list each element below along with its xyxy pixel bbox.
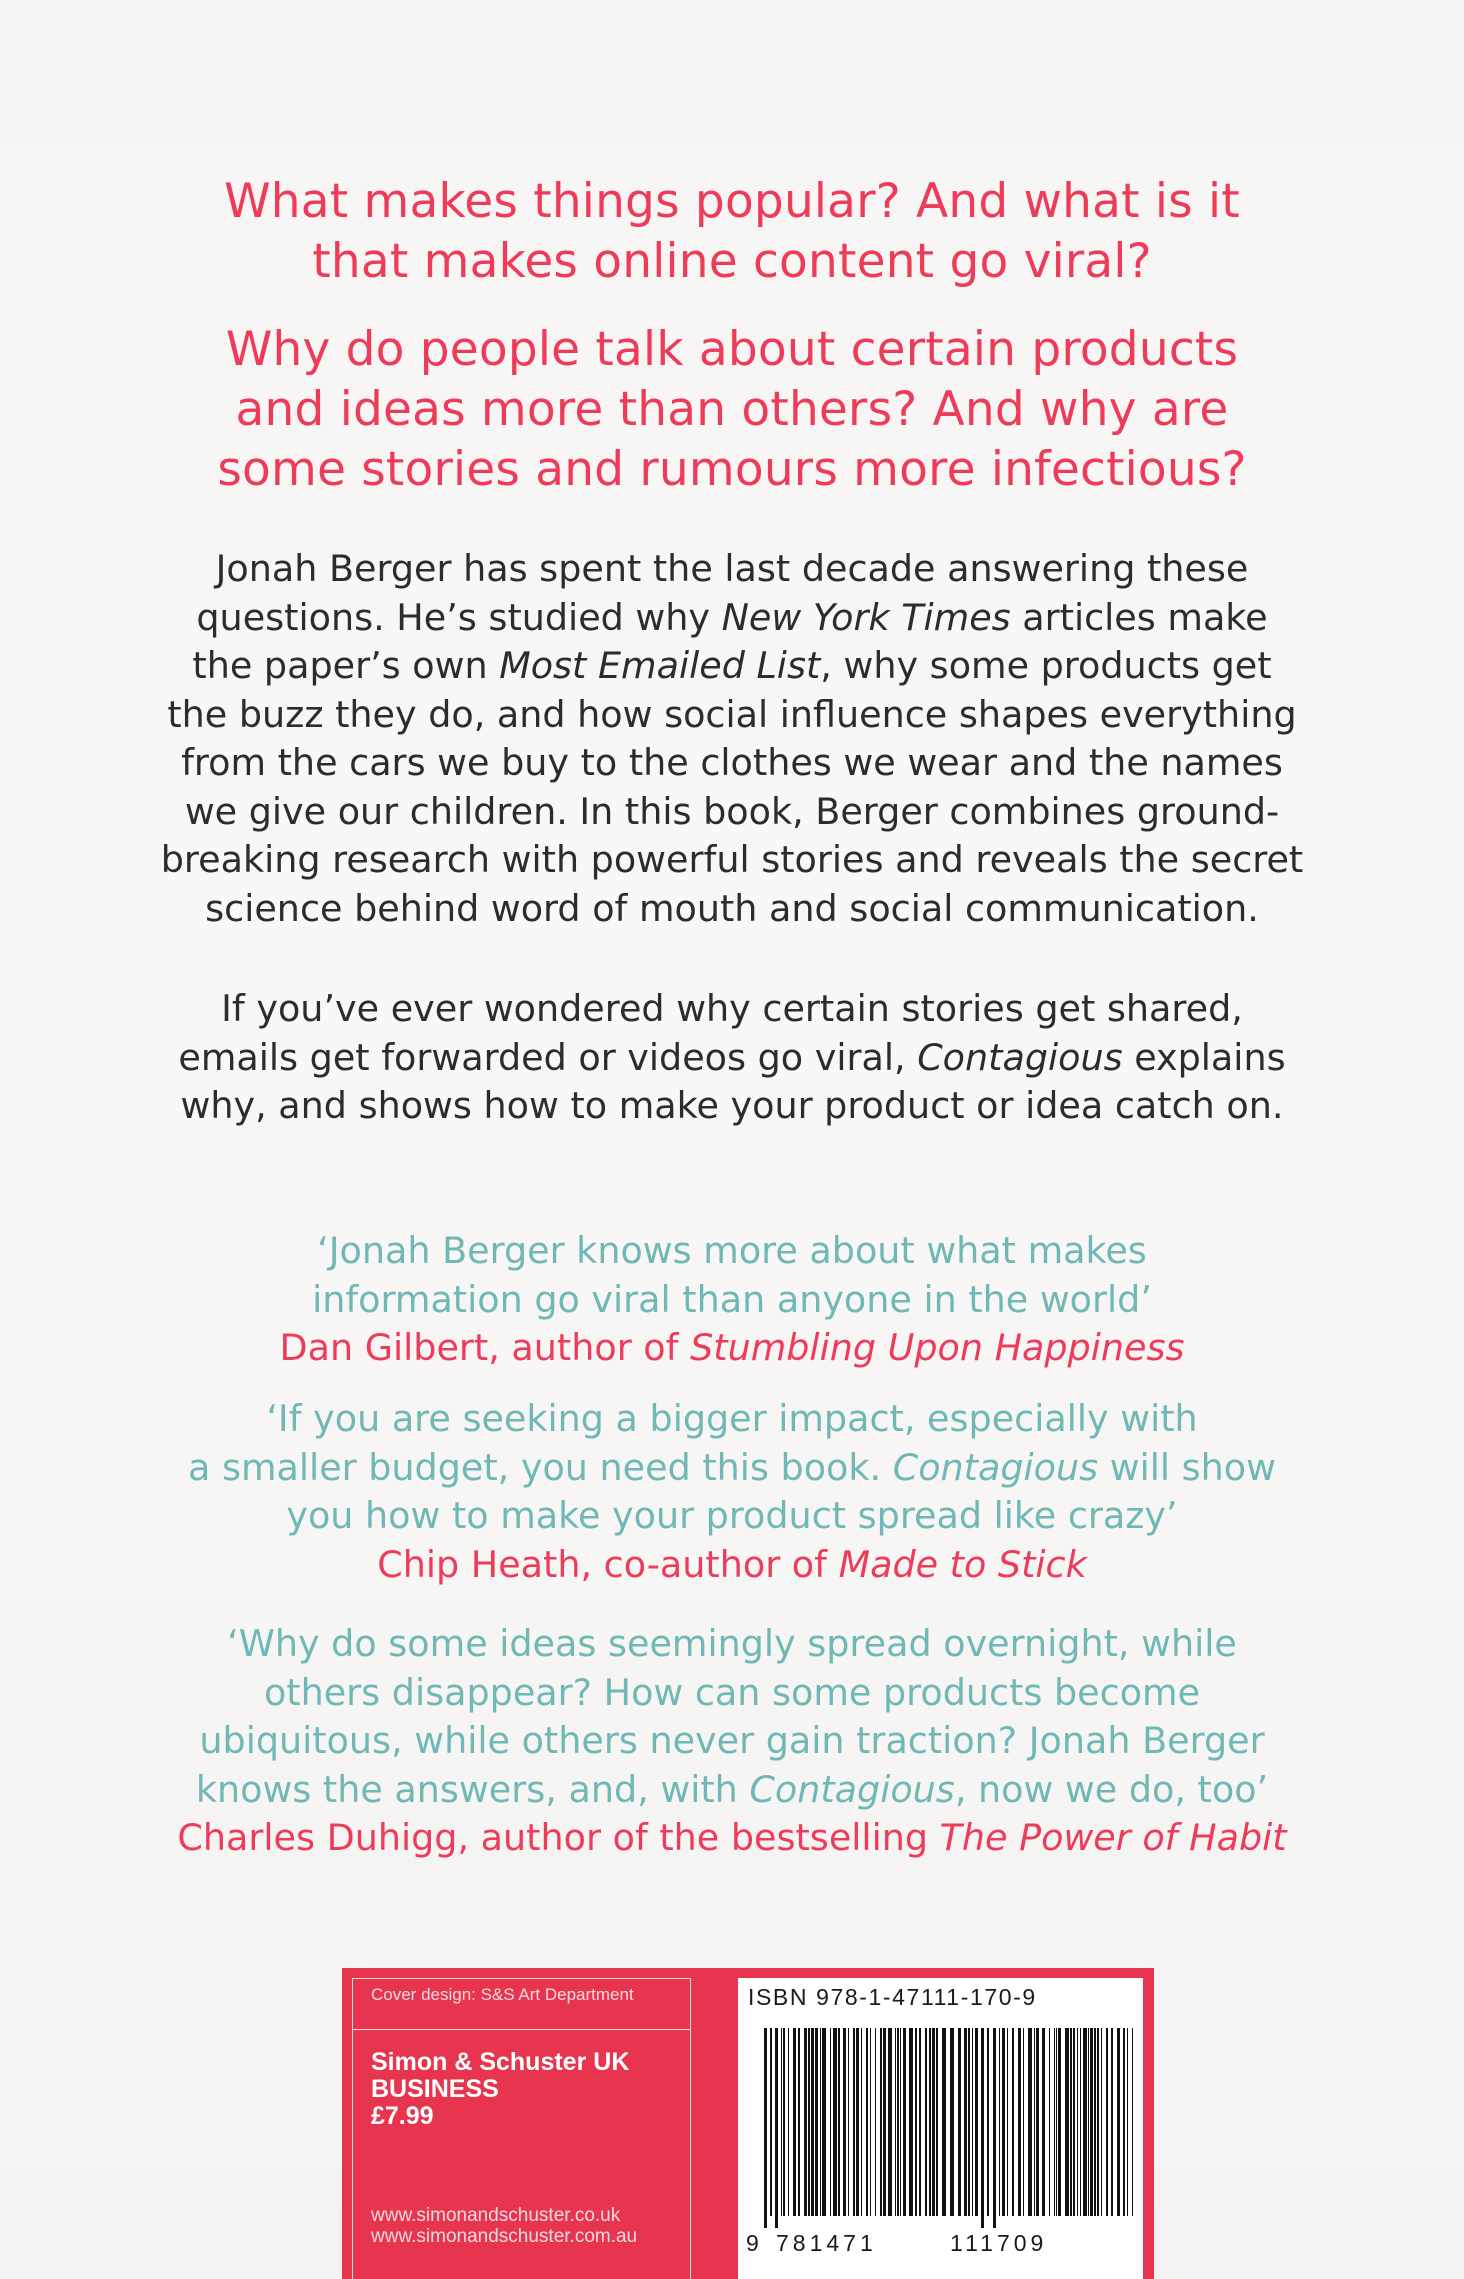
barcode-bar: [1036, 2028, 1039, 2216]
barcode-bar: [987, 2028, 989, 2216]
body-text: emails get forwarded or videos go viral,: [178, 1035, 918, 1079]
barcode-bar: [1088, 2028, 1089, 2216]
review-quote-3: [0, 1620, 1464, 1863]
barcode-bar: [903, 2028, 906, 2216]
barcode-bar: [1111, 2028, 1113, 2216]
barcode-bar: [936, 2028, 938, 2216]
barcode-bar: [950, 2028, 954, 2216]
barcode-bar: [1023, 2028, 1024, 2216]
barcode-bar: [1018, 2028, 1021, 2216]
isbn-label: ISBN 978-1-47111-170-9: [748, 1984, 1037, 2010]
quote-attribution: [0, 1324, 1464, 1373]
barcode-bar: [993, 2028, 996, 2228]
barcode-bar: [1097, 2028, 1099, 2216]
barcode-bar: [919, 2028, 921, 2216]
publisher-name: Simon & Schuster UK: [371, 2048, 630, 2076]
barcode-bar: [783, 2028, 785, 2216]
barcode-bar: [1127, 2028, 1128, 2216]
barcode-bar: [875, 2028, 876, 2216]
body-italic: New York Times: [721, 595, 1011, 639]
barcode-bar: [1083, 2028, 1087, 2216]
barcode-bar: [764, 2028, 767, 2228]
barcode-bar: [880, 2028, 882, 2216]
quote-line: information go viral than anyone in the world’: [312, 1277, 1152, 1321]
barcode-bar: [932, 2028, 935, 2216]
barcode-bar: [811, 2028, 814, 2216]
quote-line: ‘If you are seeking a bigger impact, especially with: [266, 1397, 1198, 1440]
barcode-bar: [968, 2028, 970, 2216]
barcode-bar: [1058, 2028, 1061, 2216]
quote-attribution: [0, 1814, 1464, 1863]
category-label: BUSINESS: [371, 2075, 499, 2103]
quote-text: knows the answers, and, with: [195, 1767, 750, 1811]
attribution-book-title: The Power of Habit: [939, 1816, 1287, 1859]
barcode-bar: [1080, 2028, 1081, 2216]
body-text: , why some products get: [820, 644, 1272, 687]
quote-text: , now we do, too’: [954, 1767, 1269, 1811]
publisher-panel: [342, 1968, 1154, 2279]
barcode-bar: [925, 2028, 927, 2216]
attribution-book-title: Made to Stick: [838, 1542, 1087, 1586]
headline-line: some stories and rumours more infectious?: [217, 442, 1247, 497]
barcode-bar: [975, 2028, 978, 2216]
review-quote-1: [0, 1227, 1464, 1373]
body-line: Jonah Berger has spent the last decade answering these: [215, 547, 1249, 590]
barcode-bar: [788, 2028, 789, 2216]
barcode-digits-left: 781471: [776, 2230, 877, 2256]
headline-line: Why do people talk about certain products: [225, 322, 1239, 377]
barcode-bar: [856, 2028, 859, 2216]
quote-line: you how to make your product spread like crazy’: [286, 1494, 1178, 1537]
body-italic: Most Emailed List: [499, 644, 821, 687]
barcode-bar: [808, 2028, 810, 2216]
body-line: from the cars we buy to the clothes we wear and the names: [181, 741, 1283, 784]
barcode-bar: [1034, 2028, 1035, 2216]
barcode-digits-right: 111709: [950, 2230, 1048, 2256]
body-line: science behind word of mouth and social communication.: [205, 886, 1259, 930]
barcode-bar: [781, 2028, 782, 2216]
barcode-bar: [1090, 2028, 1093, 2216]
barcode-bar: [804, 2028, 807, 2216]
barcode-bar: [1070, 2028, 1072, 2216]
barcode-bar: [883, 2028, 886, 2216]
barcode-bar: [1056, 2028, 1057, 2216]
barcode-bar: [1042, 2028, 1045, 2216]
barcode-bar: [888, 2028, 892, 2216]
body-italic: Contagious: [917, 1035, 1123, 1079]
barcode-bar: [942, 2028, 946, 2216]
barcode-bar: [972, 2028, 973, 2216]
barcode-bar: [838, 2028, 840, 2216]
barcode-bar: [958, 2028, 961, 2216]
barcode-bar: [853, 2028, 855, 2216]
barcode-bar: [1073, 2028, 1075, 2216]
quote-line: ‘Why do some ideas seemingly spread overnight, while: [227, 1622, 1237, 1665]
barcode-bar: [1117, 2028, 1120, 2216]
body-line: why, and shows how to make your product or idea catch on.: [180, 1084, 1284, 1127]
barcode-bar: [870, 2028, 871, 2216]
quote-attribution: [0, 1541, 1464, 1590]
barcode-bar: [1028, 2028, 1032, 2216]
barcode-bar: [929, 2028, 931, 2216]
headline-line: that makes online content go viral?: [312, 234, 1152, 289]
publisher-urls: [371, 2205, 637, 2247]
headline-line: and ideas more than others? And why are: [235, 382, 1229, 437]
quote-line: [0, 1444, 1464, 1493]
description-paragraph-1: [0, 545, 1464, 933]
barcode-bar: [815, 2028, 818, 2216]
barcode-bar: [822, 2028, 826, 2216]
body-line: breaking research with powerful stories and reveals the secret: [160, 838, 1304, 881]
quote-line: [0, 1766, 1464, 1815]
barcode-bar: [900, 2028, 901, 2216]
barcode-bar: [1054, 2028, 1055, 2216]
barcode-digit-first: 9: [746, 2230, 759, 2256]
barcode-bar: [1123, 2028, 1125, 2216]
quote-line: ubiquitous, while others never gain traction? Jonah Berger: [199, 1719, 1265, 1762]
barcode-bar: [1007, 2028, 1008, 2216]
barcode-icon: [742, 2028, 1138, 2228]
barcode-bar: [915, 2028, 917, 2216]
attribution-book-title: Stumbling Upon Happiness: [690, 1326, 1185, 1369]
body-text: explains: [1122, 1035, 1286, 1079]
attribution-text: Charles Duhigg, author of the bestselling: [177, 1816, 940, 1859]
body-text: the paper’s own: [192, 644, 500, 687]
body-line: [0, 594, 1464, 643]
body-line: [0, 1034, 1464, 1083]
barcode-bar: [793, 2028, 796, 2216]
barcode-bar: [897, 2028, 899, 2216]
headline-question-2: [0, 320, 1464, 500]
barcode-bar: [1002, 2028, 1005, 2216]
quote-line: others disappear? How can some products become: [263, 1670, 1201, 1714]
barcode-bar: [833, 2028, 837, 2216]
publisher-info-box: [352, 1978, 691, 2279]
barcode-bar: [861, 2028, 862, 2216]
quote-italic: Contagious: [749, 1767, 955, 1811]
barcode-bar: [1049, 2028, 1050, 2216]
panel-divider: [353, 2029, 690, 2030]
barcode-bar: [1101, 2028, 1102, 2216]
barcode-bar: [964, 2028, 967, 2216]
body-line: we give our children. In this book, Berger combines ground-: [184, 789, 1280, 833]
body-line: the buzz they do, and how social influence shapes everything: [167, 692, 1297, 736]
barcode-box: [738, 1978, 1143, 2279]
body-text: questions. He’s studied why: [196, 595, 722, 639]
attribution-text: Dan Gilbert, author of: [279, 1326, 691, 1369]
barcode-bar: [820, 2028, 821, 2216]
barcode-bar: [843, 2028, 846, 2216]
barcode-bar: [1065, 2028, 1069, 2216]
barcode-bar: [1012, 2028, 1014, 2216]
review-quote-2: [0, 1395, 1464, 1589]
barcode-bar: [895, 2028, 896, 2216]
quote-text: will show: [1098, 1445, 1276, 1489]
barcode-bar: [1094, 2028, 1096, 2216]
barcode-bar: [775, 2028, 778, 2228]
quote-italic: Contagious: [892, 1445, 1099, 1489]
attribution-text: Chip Heath, co-author of: [377, 1542, 839, 1586]
body-line: If you’ve ever wondered why certain stories get shared,: [221, 987, 1243, 1030]
barcode-bar: [830, 2028, 831, 2216]
publisher-url-au: www.simonandschuster.com.au: [371, 2226, 638, 2247]
publisher-block: [371, 2049, 629, 2130]
barcode-bar: [1132, 2028, 1133, 2216]
barcode-bar: [798, 2028, 800, 2216]
barcode-bar: [770, 2028, 772, 2216]
headline-question-1: [0, 172, 1464, 292]
barcode-bar: [909, 2028, 913, 2216]
barcode-bar: [1106, 2028, 1108, 2216]
quote-line: ‘Jonah Berger knows more about what makes: [317, 1229, 1147, 1272]
barcode-bar: [1077, 2028, 1078, 2216]
quote-text: a smaller budget, you need this book.: [188, 1445, 893, 1489]
headline-line: What makes things popular? And what is it: [224, 174, 1240, 229]
barcode-bar: [848, 2028, 849, 2216]
publisher-url-uk: www.simonandschuster.co.uk: [371, 2205, 621, 2226]
barcode-bar: [981, 2028, 984, 2228]
description-paragraph-2: [0, 985, 1464, 1131]
body-line: [0, 642, 1464, 691]
body-text: articles make: [1010, 595, 1268, 639]
barcode-bar: [999, 2028, 1000, 2216]
cover-design-credit: Cover design: S&S Art Department: [371, 1985, 634, 2004]
price-label: £7.99: [371, 2102, 434, 2130]
barcode-bar: [866, 2028, 868, 2216]
